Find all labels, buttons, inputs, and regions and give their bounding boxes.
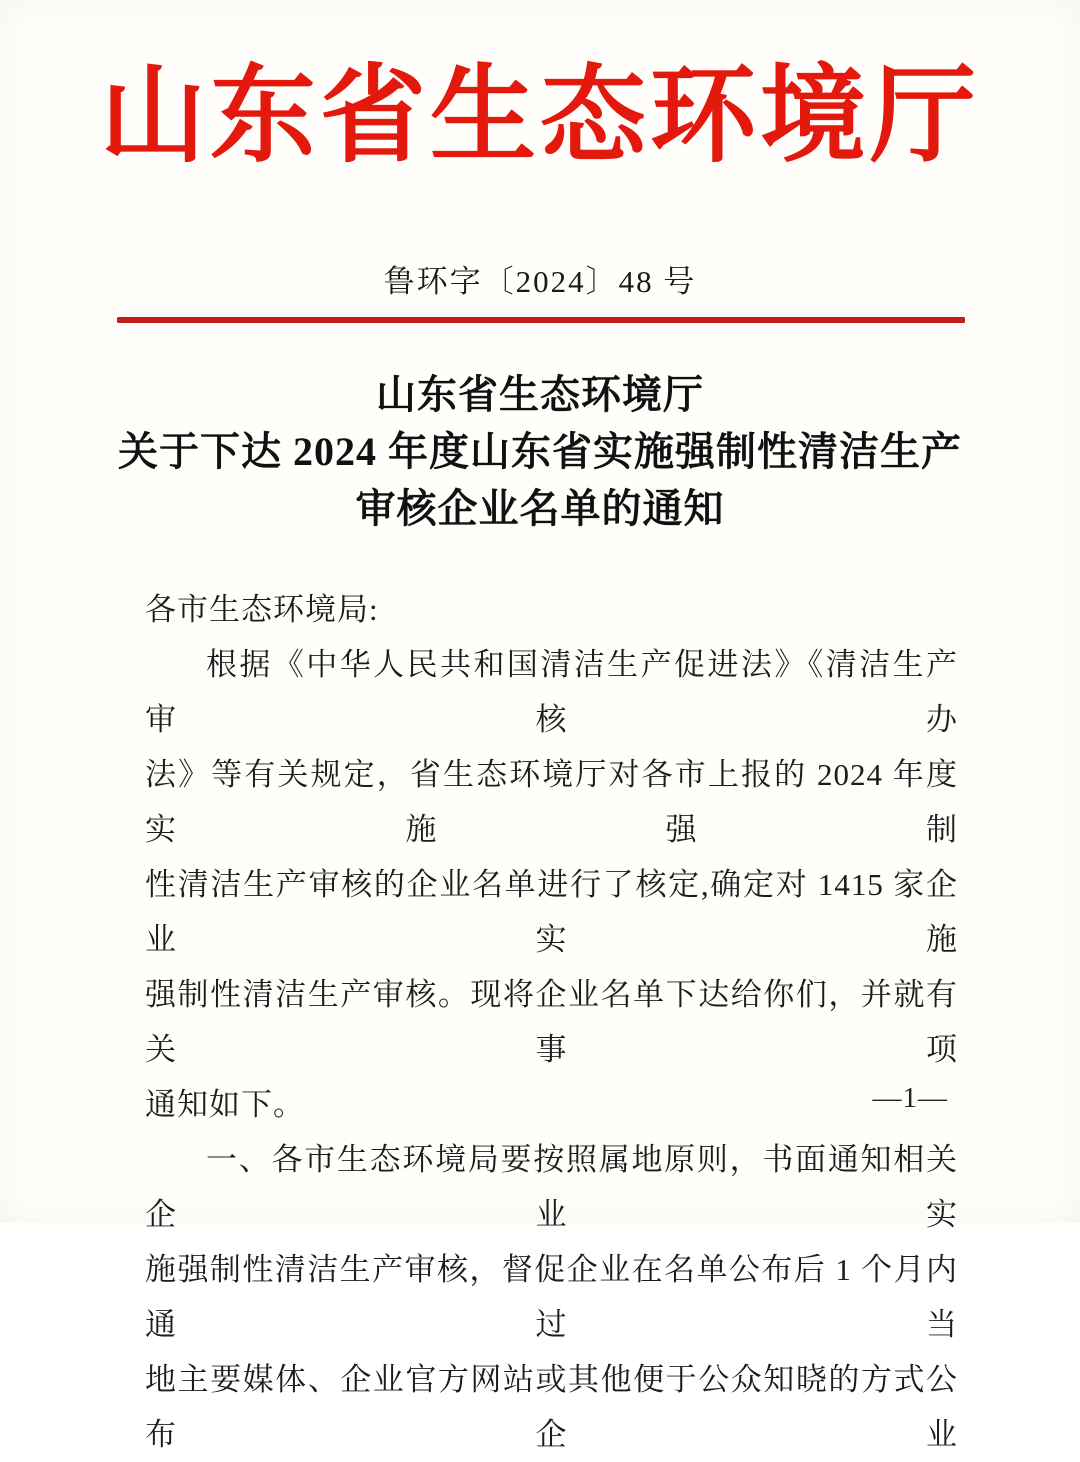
- body-line: 通知如下。: [145, 1087, 305, 1122]
- body-line: 性清洁生产审核的企业名单进行了核定,确定对 1415 家企业实施: [145, 867, 958, 957]
- document-title-line: 关于下达 2024 年度山东省实施强制性清洁生产: [118, 429, 962, 474]
- body-line: 地主要媒体、企业官方网站或其他便于公众知晓的方式公布企业: [145, 1362, 958, 1452]
- document-title-line: 审核企业名单的通知: [355, 486, 725, 531]
- letterhead-agency-title: 山东省生态环境厅: [100, 58, 980, 175]
- body-paragraph: [145, 1132, 958, 1462]
- page-number: —1—: [872, 1082, 948, 1114]
- document-body: [145, 582, 958, 1462]
- body-line: 法》等有关规定，省生态环境厅对各市上报的 2024 年度实施强制: [145, 757, 958, 847]
- document-title: [0, 366, 1080, 537]
- body-line: 强制性清洁生产审核。现将企业名单下达给你们，并就有关事项: [145, 977, 958, 1067]
- paragraphs-container: [145, 637, 958, 1462]
- body-line: 施强制性清洁生产审核，督促企业在名单公布后 1 个月内通过当: [145, 1252, 958, 1342]
- letterhead-divider-rule: [117, 317, 965, 323]
- document-title-line: 山东省生态环境厅: [376, 372, 704, 417]
- salutation: 各市生态环境局:: [145, 592, 379, 627]
- document-reference-number: 鲁环字〔2024〕48 号: [383, 264, 697, 299]
- body-paragraph: [145, 637, 958, 1132]
- body-line: 一、各市生态环境局要按照属地原则，书面通知相关企业实: [145, 1142, 958, 1232]
- body-line: 根据《中华人民共和国清洁生产促进法》《清洁生产审核办: [145, 647, 958, 737]
